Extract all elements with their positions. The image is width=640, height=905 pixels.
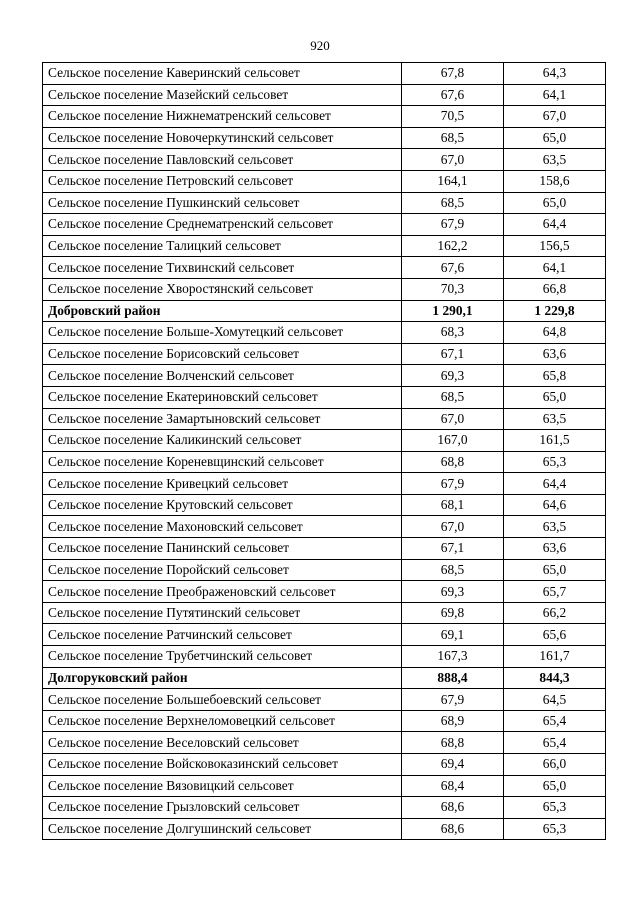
row-name-cell: Добровский район [43,300,402,322]
row-name-cell: Сельское поселение Поройский сельсовет [43,559,402,581]
row-value-2-cell: 65,3 [504,797,606,819]
row-value-1-cell: 167,0 [402,430,504,452]
row-value-1-cell: 70,3 [402,278,504,300]
table-row [43,343,606,365]
page-number: 920 [310,38,330,53]
row-value-1-cell: 68,5 [402,559,504,581]
allocation-table [42,62,606,840]
row-value-2-cell: 65,7 [504,581,606,603]
row-name-cell: Долгоруковский район [43,667,402,689]
row-value-1-cell: 67,0 [402,149,504,171]
row-name-cell: Сельское поселение Петровский сельсовет [43,170,402,192]
row-name-cell: Сельское поселение Борисовский сельсовет [43,343,402,365]
table-row [43,797,606,819]
table-row [43,278,606,300]
row-name-cell: Сельское поселение Махоновский сельсовет [43,516,402,538]
row-value-1-cell: 69,8 [402,602,504,624]
row-name-cell: Сельское поселение Пушкинский сельсовет [43,192,402,214]
row-value-2-cell: 161,5 [504,430,606,452]
row-value-2-cell: 64,1 [504,257,606,279]
row-value-1-cell: 70,5 [402,106,504,128]
row-name-cell: Сельское поселение Вязовицкий сельсовет [43,775,402,797]
table-row [43,257,606,279]
row-name-cell: Сельское поселение Верхнеломовецкий сельсовет [43,710,402,732]
row-value-2-cell: 64,4 [504,473,606,495]
row-name-cell: Сельское поселение Большебоевский сельсовет [43,689,402,711]
row-value-1-cell: 69,3 [402,365,504,387]
row-value-1-cell: 67,0 [402,516,504,538]
row-name-cell: Сельское поселение Хворостянский сельсовет [43,278,402,300]
row-value-1-cell: 67,9 [402,214,504,236]
row-value-1-cell: 68,9 [402,710,504,732]
row-value-2-cell: 65,3 [504,818,606,840]
table-row [43,689,606,711]
row-name-cell: Сельское поселение Путятинский сельсовет [43,602,402,624]
table-row [43,754,606,776]
table-row [43,106,606,128]
row-value-2-cell: 63,5 [504,408,606,430]
row-value-1-cell: 67,1 [402,343,504,365]
row-value-2-cell: 64,1 [504,84,606,106]
row-value-2-cell: 64,8 [504,322,606,344]
row-value-1-cell: 69,4 [402,754,504,776]
row-value-2-cell: 65,0 [504,775,606,797]
row-value-1-cell: 67,8 [402,63,504,85]
table-row [43,365,606,387]
table-row [43,516,606,538]
table-row [43,538,606,560]
row-name-cell: Сельское поселение Нижнематренский сельсовет [43,106,402,128]
row-value-1-cell: 68,6 [402,797,504,819]
row-value-2-cell: 66,2 [504,602,606,624]
table-row [43,63,606,85]
row-name-cell: Сельское поселение Каликинский сельсовет [43,430,402,452]
row-value-2-cell: 65,0 [504,127,606,149]
row-value-2-cell: 156,5 [504,235,606,257]
table-row [43,710,606,732]
table-row [43,559,606,581]
row-name-cell: Сельское поселение Крутовский сельсовет [43,494,402,516]
row-value-1-cell: 67,6 [402,84,504,106]
row-value-2-cell: 66,8 [504,278,606,300]
row-value-2-cell: 67,0 [504,106,606,128]
row-value-1-cell: 67,9 [402,689,504,711]
row-name-cell: Сельское поселение Больше-Хомутецкий сельсовет [43,322,402,344]
row-name-cell: Сельское поселение Кривецкий сельсовет [43,473,402,495]
row-value-2-cell: 63,6 [504,343,606,365]
row-value-2-cell: 65,0 [504,559,606,581]
row-value-1-cell: 68,6 [402,818,504,840]
row-value-1-cell: 67,9 [402,473,504,495]
row-value-1-cell: 68,5 [402,192,504,214]
row-value-2-cell: 161,7 [504,646,606,668]
row-value-2-cell: 66,0 [504,754,606,776]
table-row [43,732,606,754]
row-value-2-cell: 1 229,8 [504,300,606,322]
row-value-2-cell: 65,3 [504,451,606,473]
table-row [43,127,606,149]
row-value-1-cell: 68,1 [402,494,504,516]
table-row [43,494,606,516]
row-name-cell: Сельское поселение Панинский сельсовет [43,538,402,560]
row-value-2-cell: 65,0 [504,192,606,214]
table-row [43,624,606,646]
row-value-1-cell: 68,3 [402,322,504,344]
table-body [43,63,606,840]
row-name-cell: Сельское поселение Павловский сельсовет [43,149,402,171]
table-row [43,149,606,171]
row-name-cell: Сельское поселение Войсковоказинский сельсовет [43,754,402,776]
row-value-2-cell: 844,3 [504,667,606,689]
row-value-2-cell: 63,5 [504,516,606,538]
row-name-cell: Сельское поселение Ратчинский сельсовет [43,624,402,646]
row-name-cell: Сельское поселение Мазейский сельсовет [43,84,402,106]
row-name-cell: Сельское поселение Екатериновский сельсовет [43,386,402,408]
row-name-cell: Сельское поселение Кореневщинский сельсовет [43,451,402,473]
row-value-2-cell: 65,0 [504,386,606,408]
table-row [43,322,606,344]
row-value-2-cell: 64,3 [504,63,606,85]
row-value-2-cell: 64,5 [504,689,606,711]
row-value-2-cell: 65,6 [504,624,606,646]
row-value-1-cell: 68,8 [402,732,504,754]
row-value-1-cell: 1 290,1 [402,300,504,322]
row-value-1-cell: 68,5 [402,127,504,149]
table-row [43,602,606,624]
row-value-1-cell: 69,3 [402,581,504,603]
row-value-1-cell: 162,2 [402,235,504,257]
table-row [43,581,606,603]
row-name-cell: Сельское поселение Новочеркутинский сельсовет [43,127,402,149]
table-row [43,214,606,236]
row-name-cell: Сельское поселение Каверинский сельсовет [43,63,402,85]
row-value-1-cell: 67,0 [402,408,504,430]
table-row [43,386,606,408]
table-row [43,473,606,495]
row-name-cell: Сельское поселение Среднематренский сельсовет [43,214,402,236]
table-row [43,775,606,797]
row-value-2-cell: 64,4 [504,214,606,236]
row-name-cell: Сельское поселение Долгушинский сельсовет [43,818,402,840]
row-value-2-cell: 65,4 [504,732,606,754]
table-row [43,430,606,452]
row-value-1-cell: 164,1 [402,170,504,192]
row-value-2-cell: 65,4 [504,710,606,732]
table-row [43,646,606,668]
row-value-1-cell: 167,3 [402,646,504,668]
row-name-cell: Сельское поселение Талицкий сельсовет [43,235,402,257]
row-name-cell: Сельское поселение Волченский сельсовет [43,365,402,387]
table-row [43,451,606,473]
row-value-1-cell: 67,6 [402,257,504,279]
row-value-1-cell: 68,5 [402,386,504,408]
row-value-2-cell: 63,6 [504,538,606,560]
table-row [43,192,606,214]
row-name-cell: Сельское поселение Грызловский сельсовет [43,797,402,819]
table-row [43,170,606,192]
row-value-2-cell: 63,5 [504,149,606,171]
row-value-1-cell: 888,4 [402,667,504,689]
row-value-2-cell: 65,8 [504,365,606,387]
row-name-cell: Сельское поселение Веселовский сельсовет [43,732,402,754]
district-total-row [43,300,606,322]
row-value-1-cell: 67,1 [402,538,504,560]
row-value-1-cell: 69,1 [402,624,504,646]
row-name-cell: Сельское поселение Замартыновский сельсовет [43,408,402,430]
row-name-cell: Сельское поселение Трубетчинский сельсовет [43,646,402,668]
table-row [43,818,606,840]
table-row [43,408,606,430]
row-value-1-cell: 68,4 [402,775,504,797]
row-value-2-cell: 64,6 [504,494,606,516]
district-total-row [43,667,606,689]
table-row [43,84,606,106]
row-value-2-cell: 158,6 [504,170,606,192]
row-name-cell: Сельское поселение Преображеновский сельсовет [43,581,402,603]
row-name-cell: Сельское поселение Тихвинский сельсовет [43,257,402,279]
row-value-1-cell: 68,8 [402,451,504,473]
table-row [43,235,606,257]
